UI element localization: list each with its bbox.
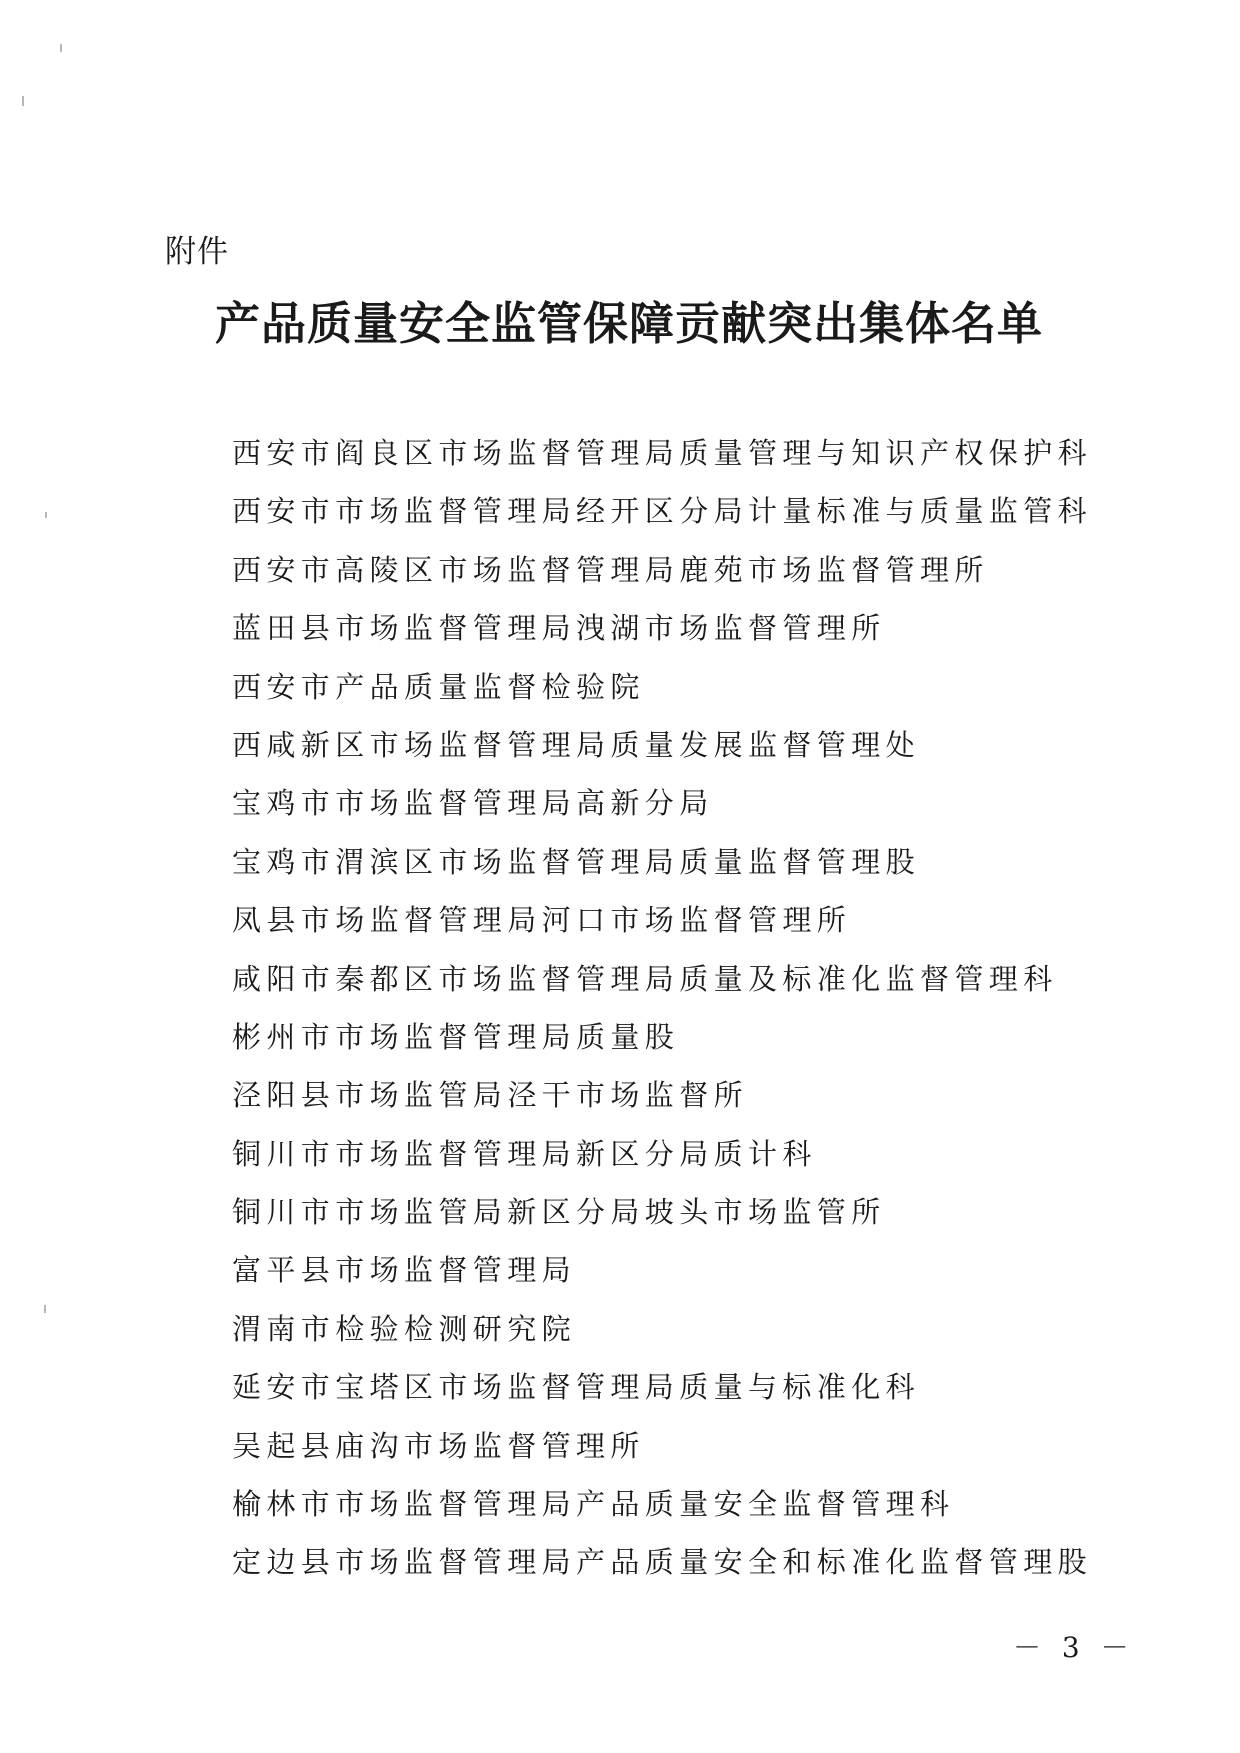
organization-list (232, 424, 1092, 1592)
list-item: 咸阳市秦都区市场监督管理局质量及标准化监督管理科 (232, 961, 1058, 996)
list-item: 延安市宝塔区市场监督管理局质量与标准化科 (232, 1370, 921, 1405)
list-item: 富平县市场监督管理局 (232, 1253, 577, 1288)
list-item: 凤县市场监督管理局河口市场监督管理所 (232, 903, 852, 938)
page-number: － 3 － (1013, 1631, 1135, 1664)
list-item: 铜川市市场监督管理局新区分局质计科 (232, 1136, 817, 1171)
list-item: 铜川市市场监管局新区分局坡头市场监管所 (232, 1195, 886, 1230)
list-item: 蓝田县市场监督管理局洩湖市场监督管理所 (232, 611, 886, 646)
scan-mark (44, 1305, 46, 1313)
list-item: 西安市市场监督管理局经开区分局计量标准与质量监管科 (232, 494, 1093, 529)
list-item: 渭南市检验检测研究院 (232, 1311, 577, 1346)
scan-mark (22, 96, 24, 106)
list-item: 宝鸡市渭滨区市场监督管理局质量监督管理股 (232, 844, 921, 879)
list-item: 西咸新区市场监督管理局质量发展监督管理处 (232, 727, 921, 762)
page-title: 产品质量安全监管保障贡献突出集体名单 (215, 297, 1044, 350)
list-item: 宝鸡市市场监督管理局高新分局 (232, 786, 714, 821)
list-item: 定边县市场监督管理局产品质量安全和标准化监督管理股 (232, 1545, 1093, 1580)
list-item: 吴起县庙沟市场监督管理所 (232, 1428, 645, 1463)
list-item: 西安市高陵区市场监督管理局鹿苑市场监督管理所 (232, 552, 989, 587)
list-item: 西安市阎良区市场监督管理局质量管理与知识产权保护科 (232, 436, 1093, 470)
scan-mark (45, 512, 47, 518)
list-item: 泾阳县市场监管局泾干市场监督所 (232, 1078, 749, 1113)
list-item: 榆林市市场监督管理局产品质量安全监督管理科 (232, 1487, 955, 1522)
list-item: 彬州市市场监督管理局质量股 (232, 1019, 680, 1054)
scan-mark (60, 44, 62, 52)
list-item: 西安市产品质量监督检验院 (232, 669, 645, 704)
attachment-label: 附件 (165, 234, 229, 270)
